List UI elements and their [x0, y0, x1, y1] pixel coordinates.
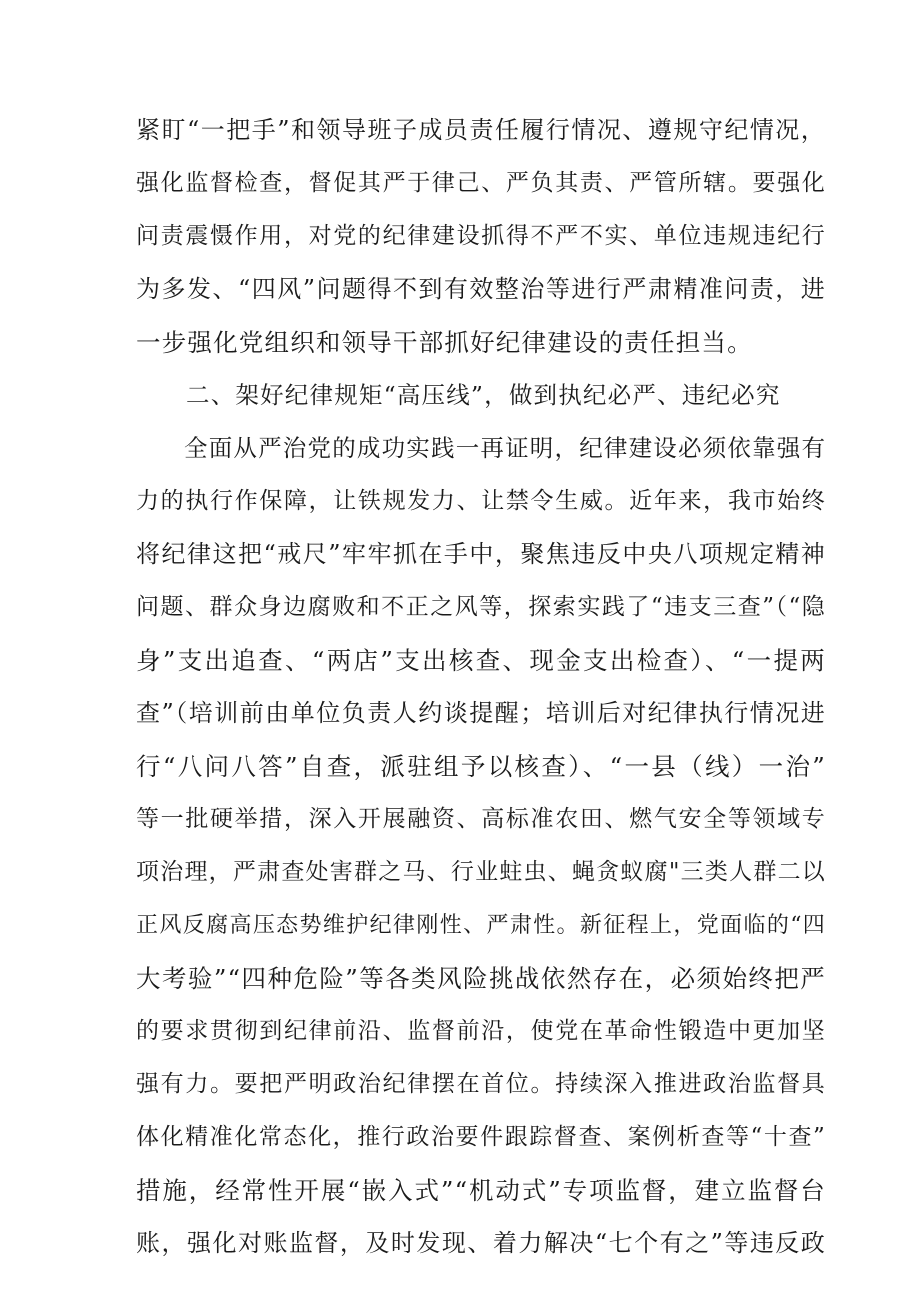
para2-line-9: 项治理，严肃查处害群之马、行业蛀虫、蝇贪蚁腐"三类人群二以 — [136, 859, 826, 885]
para2-line-12: 的要求贯彻到纪律前沿、监督前沿，使党在革命性锻造中更加坚 — [136, 1018, 826, 1044]
para1-line-1: 紧盯“一把手”和领导班子成员责任履行情况、遵规守纪情况， — [136, 116, 826, 144]
para2-line-14: 体化精准化常态化，推行政治要件跟踪督查、案例析查等“十查” — [136, 1124, 826, 1150]
para2-line-2: 力的执行作保障，让铁规发力、让禁令生威。近年来，我市始终 — [136, 488, 826, 514]
para2-line-13: 强有力。要把严明政治纪律摆在首位。持续深入推进政治监督具 — [136, 1071, 826, 1097]
para2-line-16: 账，强化对账监督，及时发现、着力解决“七个有之”等违反政 — [136, 1229, 826, 1257]
para2-line-10: 正风反腐高压态势维护纪律刚性、严肃性。新征程上，党面临的“四 — [136, 913, 826, 938]
para2-line-8: 等一批硬举措，深入开展融资、高标准农田、燃气安全等领域专 — [136, 806, 826, 832]
para2-line-5: 身”支出追查、“两店”支出核查、现金支出检查）、“一提两 — [136, 646, 826, 675]
para2-line-1: 全面从严治党的成功实践一再证明，纪律建设必须依靠强有 — [184, 434, 826, 462]
para2-line-4: 问题、群众身边腐败和不正之风等，探索实践了“违支三查”（“隐 — [136, 594, 826, 620]
para1-line-2: 强化监督检查，督促其严于律己、严负其责、严管所辖。要强化 — [136, 170, 826, 196]
section-heading: 二、架好纪律规矩“高压线”，做到执纪必严、违纪必究 — [186, 381, 781, 409]
para2-line-6: 查”（培训前由单位负责人约谈提醒；培训后对纪律执行情况进 — [136, 699, 826, 727]
para1-line-4: 为多发、“四风”问题得不到有效整治等进行严肃精准问责，进 — [136, 275, 826, 303]
para2-line-7: 行“八问八答”自查，派驻组予以核查）、“一县（线）一治” — [136, 752, 826, 781]
para1-line-5: 一步强化党组织和领导干部抓好纪律建设的责任担当。 — [136, 328, 753, 357]
para2-line-3: 将纪律这把“戒尺”牢牢抓在手中，聚焦违反中央八项规定精神 — [136, 540, 826, 568]
para1-line-3: 问责震慑作用，对党的纪律建设抓得不严不实、单位违规违纪行 — [136, 223, 826, 249]
para2-line-15: 措施，经常性开展“嵌入式”“机动式”专项监督，建立监督台 — [136, 1176, 826, 1205]
para2-line-11: 大考验”“四种危险”等各类风险挑战依然存在，必须始终把严 — [136, 964, 826, 993]
